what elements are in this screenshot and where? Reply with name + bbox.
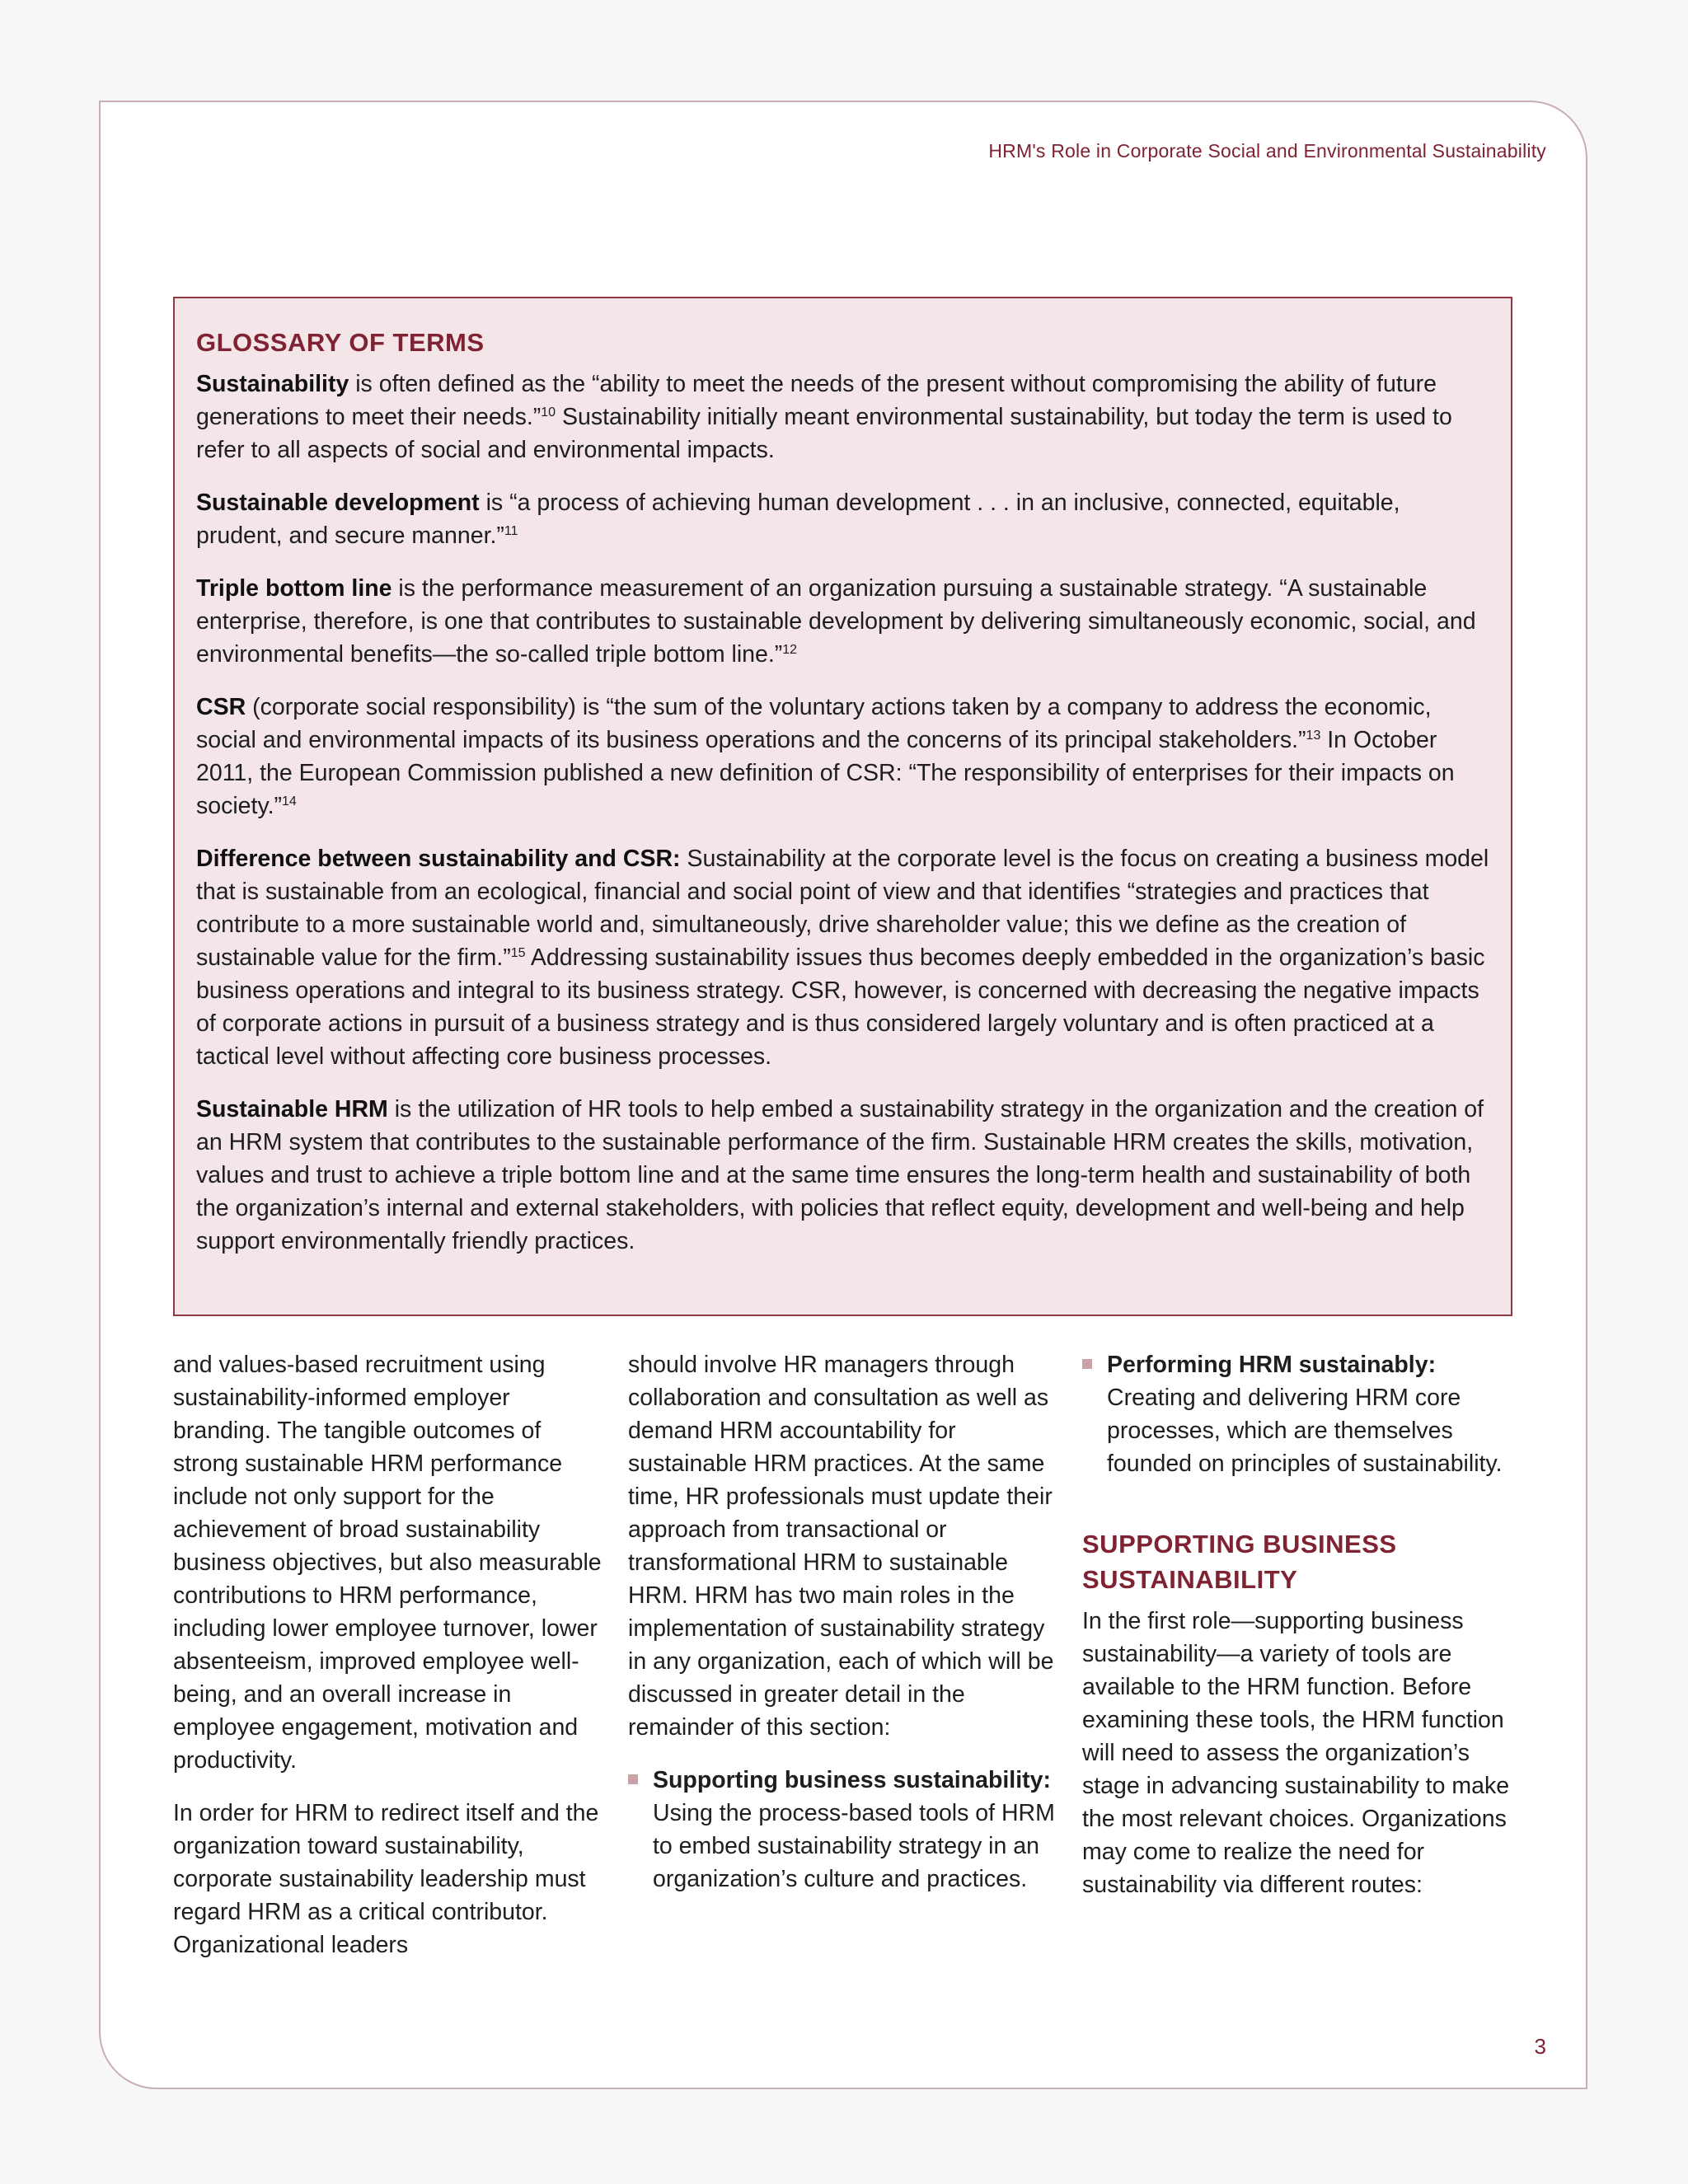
square-bullet-icon [1082, 1359, 1092, 1369]
square-bullet-icon [628, 1774, 638, 1784]
footnote-ref: 13 [1306, 729, 1321, 743]
body-column-3 [1082, 1348, 1519, 1921]
bullet-text: Using the process-based tools of HRM to embed sustainability strategy in an organization’s culture and practices. [653, 1800, 1055, 1892]
glossary-entry-csr [196, 691, 1489, 823]
term-definition: is the utilization of HR tools to help embed a sustainability strategy in the organization and the creation of an HRM system that contributes to the sustainable performance of the firm. Sustainable HRM creates the skills, motivation, values and trust to achieve a triple bottom line and at the same time ensures the long-term health and sustainability of both the organization’s internal and external stakeholders, with policies that reflect equity, development and well-being and help support environmentally friendly practices. [196, 1096, 1484, 1254]
glossary-entry-triple-bottom-line [196, 572, 1489, 671]
body-paragraph: and values-based recruitment using sustainability-informed employer branding. The tangible outcomes of strong sustainable HRM performance include not only support for the achievement of broad sustainability business objectives, but also measurable contributions to HRM performance, including lower employee turnover, lower absenteeism, improved employee well-being, and an overall increase in employee engagement, motivation and productivity. [173, 1352, 602, 1774]
footnote-ref: 14 [282, 794, 297, 808]
term-label: Difference between sustainability and CSR: [196, 846, 681, 872]
body-column-1 [173, 1348, 610, 1981]
glossary-box [173, 297, 1512, 1316]
body-paragraph: In the first role—supporting business sustainability—a variety of tools are available to the HRM function. Before examining these tools, the HRM function will need to assess the organization’s stage in advancing sustainability to make the most relevant choices. Organizations may come to realize the need for sustainability via different routes: [1082, 1608, 1510, 1898]
body-column-2 [628, 1348, 1065, 1915]
bullet-term: Supporting business sustainability: [653, 1767, 1051, 1793]
term-definition: is “a process of achieving human development . . . in an inclusive, connected, equitable, prudent, and secure manner.” [196, 490, 1400, 549]
glossary-entry-difference [196, 842, 1489, 1073]
term-label: Sustainable development [196, 490, 480, 516]
body-paragraph: In order for HRM to redirect itself and the organization toward sustainability, corporate sustainability leadership must regard HRM as a critical contributor. Organizational leaders [173, 1800, 599, 1958]
bullet-text: Creating and delivering HRM core processes, which are themselves founded on principles of sustainability. [1107, 1385, 1503, 1477]
term-definition-cont: Addressing sustainability issues thus becomes deeply embedded in the organization’s basic business operations and integral to its business strategy. CSR, however, is concerned with decreasing the negative impacts of corporate actions in pursuit of a business strategy and is thus considered largely voluntary and is often practiced at a tactical level without affecting core business processes. [196, 944, 1485, 1070]
footnote-ref: 15 [510, 946, 526, 960]
section-heading: SUPPORTING BUSINESS SUSTAINABILITY [1082, 1530, 1397, 1594]
term-definition: (corporate social responsibility) is “the sum of the voluntary actions taken by a company to address the economic, social and environmental impacts of its business operations and the concerns of its principal stakeholders.” [196, 694, 1432, 753]
bullet-performing-hrm-sustainably [1082, 1348, 1519, 1480]
page-number: 3 [1534, 2034, 1546, 2059]
term-label: Sustainability [196, 371, 349, 397]
footnote-ref: 12 [782, 643, 798, 657]
term-label: Triple bottom line [196, 575, 392, 602]
footnote-ref: 11 [504, 524, 518, 538]
bullet-term: Performing HRM sustainably: [1107, 1352, 1437, 1378]
term-definition-cont: Sustainability initially meant environmental sustainability, but today the term is used to refer to all aspects of social and environmental impacts. [196, 404, 1452, 463]
term-definition: is often defined as the “ability to meet the needs of the present without compromising the ability of future generations to meet their needs.” [196, 371, 1437, 430]
term-definition: is the performance measurement of an organization pursuing a sustainable strategy. “A sustainable enterprise, therefore, is one that contributes to sustainable development by delivering simultaneously economic, social, and environmental benefits—the so-called triple bottom line.” [196, 575, 1476, 668]
glossary-entry-sustainability [196, 368, 1489, 466]
body-paragraph: should involve HR managers through collaboration and consultation as well as demand HRM accountability for sustainable HRM practices. At the same time, HR professionals must update their approach from transactional or transformational HRM to sustainable HRM. HRM has two main roles in the implementation of sustainability strategy in any organization, each of which will be discussed in greater detail in the remainder of this section: [628, 1352, 1054, 1741]
bullet-supporting-business-sustainability [628, 1764, 1065, 1896]
footnote-ref: 10 [541, 405, 556, 419]
term-label: CSR [196, 694, 246, 720]
running-header: HRM's Role in Corporate Social and Environmental Sustainability [988, 140, 1546, 162]
glossary-title: GLOSSARY OF TERMS [196, 328, 485, 357]
glossary-entry-sustainable-hrm [196, 1093, 1489, 1258]
term-definition-cont: In October 2011, the European Commission published a new definition of CSR: “The responsibility of enterprises for their impacts on society.” [196, 727, 1455, 819]
term-definition: Sustainability at the corporate level is the focus on creating a business model that is sustainable from an ecological, financial and social point of view and that identifies “strategies and practices that contribute to a more sustainable world and, simultaneously, drive shareholder value; this we define as the creation of sustainable value for the firm.” [196, 846, 1489, 971]
glossary-entry-sustainable-development [196, 486, 1489, 552]
term-label: Sustainable HRM [196, 1096, 388, 1122]
